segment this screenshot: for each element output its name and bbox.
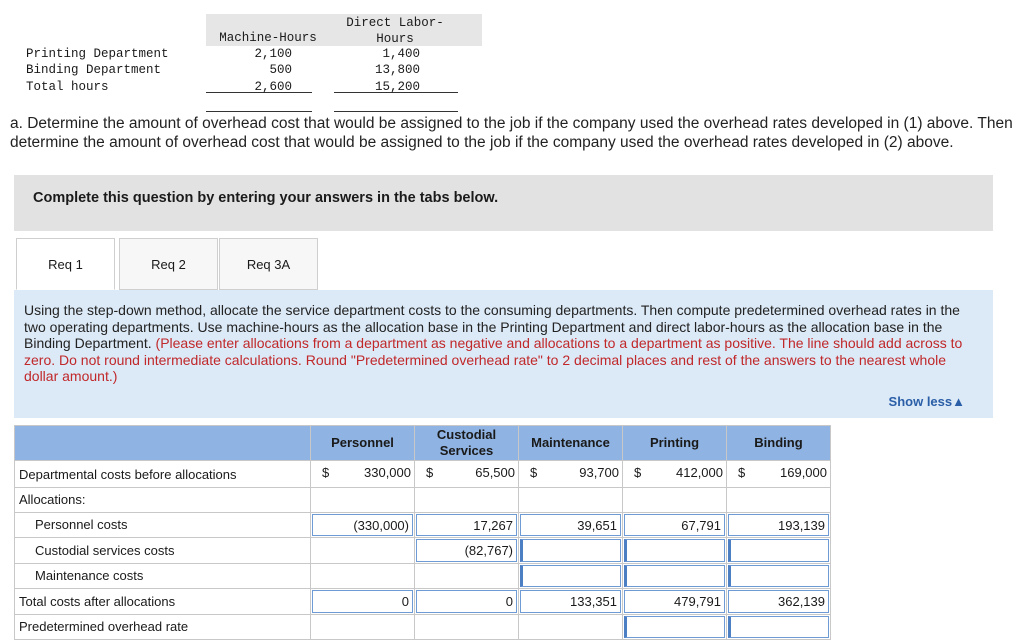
allocation-table	[14, 425, 831, 640]
row-label: Predetermined overhead rate	[15, 614, 311, 640]
cell-maintenance	[519, 589, 623, 615]
cell-binding	[727, 589, 831, 615]
cell-value: 93,700	[579, 465, 619, 480]
col-header-personnel: Personnel	[311, 426, 415, 461]
cell-personnel	[311, 461, 415, 488]
rate-input-binding[interactable]	[728, 616, 829, 639]
table-row-personnel-costs	[15, 512, 831, 538]
answer-input[interactable]	[624, 539, 725, 562]
panel-text-note: (Please enter allocations from a department as negative and allocations to a department as positive. The line should add across to zero. Do not round intermediate calculations. Round "Predetermined overhead rate" to 2 decimal places and rest of the answers to the nearest whole dollar amount.)	[24, 335, 963, 384]
cell-empty	[415, 488, 519, 513]
input-value: 0	[505, 594, 513, 609]
instruction-banner	[14, 175, 993, 231]
cell-maintenance	[519, 538, 623, 564]
row-label: Personnel costs	[15, 512, 311, 538]
answer-input[interactable]	[624, 514, 725, 537]
cell-personnel	[311, 512, 415, 538]
row-label: Departmental costs before allocations	[15, 461, 311, 488]
cell-custodial	[415, 589, 519, 615]
cell-maintenance	[519, 614, 623, 640]
row-label: Printing Department	[26, 47, 169, 61]
cell-value: 330,000	[364, 465, 411, 480]
cell-printing	[623, 538, 727, 564]
labor-hours-value: 15,200	[374, 80, 420, 94]
input-value: (82,767)	[464, 543, 513, 558]
machine-hours-header: Machine-Hours	[219, 31, 317, 45]
dollar-sign: $	[322, 465, 330, 480]
cell-value: 169,000	[780, 465, 827, 480]
input-value: 479,791	[674, 594, 721, 609]
header-blank	[15, 426, 311, 461]
answer-input[interactable]	[416, 590, 517, 613]
input-value: 193,139	[778, 517, 825, 533]
row-label: Maintenance costs	[15, 563, 311, 589]
show-less-link[interactable]: Show less▲	[888, 394, 965, 409]
answer-input[interactable]	[416, 514, 517, 537]
dollar-sign: $	[738, 465, 746, 480]
cell-custodial	[415, 614, 519, 640]
labor-hours-value: 13,800	[374, 63, 420, 77]
cell-empty	[727, 488, 831, 513]
cell-value: 65,500	[475, 465, 515, 480]
cell-maintenance	[519, 563, 623, 589]
cell-value: 412,000	[676, 465, 723, 480]
cell-empty	[623, 488, 727, 513]
divider	[334, 111, 458, 112]
table-row-custodial-costs	[15, 538, 831, 564]
cell-custodial	[415, 512, 519, 538]
cell-printing	[623, 563, 727, 589]
table-header-row	[15, 426, 831, 461]
cell-maintenance	[519, 512, 623, 538]
answer-input[interactable]	[728, 565, 829, 588]
table-row-before-allocations	[15, 461, 831, 488]
cell-binding	[727, 563, 831, 589]
labor-hours-value: 1,400	[382, 47, 420, 61]
input-value: 0	[401, 594, 409, 609]
answer-input[interactable]	[728, 590, 829, 613]
cell-custodial	[415, 563, 519, 589]
tab-req-3a[interactable]: Req 3A	[219, 238, 318, 290]
hours-table	[22, 14, 462, 98]
requirement-panel	[14, 290, 993, 418]
panel-instructions	[24, 302, 984, 385]
cell-binding	[727, 461, 831, 488]
cell-printing	[623, 589, 727, 615]
hours-row-binding	[26, 62, 462, 78]
dollar-sign: $	[426, 465, 434, 480]
input-value: 39,651	[577, 517, 617, 533]
col-header-printing: Printing	[623, 426, 727, 461]
cell-printing	[623, 461, 727, 488]
direct-labor-header-line2: Hours	[376, 32, 414, 46]
cell-personnel	[311, 538, 415, 564]
input-value: (330,000)	[353, 517, 409, 533]
cell-personnel	[311, 614, 415, 640]
input-value: 67,791	[681, 517, 721, 533]
banner-text: Complete this question by entering your answers in the tabs below.	[33, 190, 499, 206]
machine-hours-value: 2,600	[254, 80, 292, 94]
direct-labor-header-line1: Direct Labor-	[346, 16, 444, 30]
answer-input[interactable]	[312, 514, 413, 537]
answer-input[interactable]	[520, 590, 621, 613]
cell-binding	[727, 538, 831, 564]
cell-empty	[519, 488, 623, 513]
cell-custodial	[415, 538, 519, 564]
table-row-predetermined-rate	[15, 614, 831, 640]
cell-maintenance	[519, 461, 623, 488]
cell-custodial	[415, 461, 519, 488]
direct-labor-hours-header	[336, 15, 454, 47]
cell-personnel	[311, 589, 415, 615]
rate-input-printing[interactable]	[624, 616, 725, 639]
cell-empty	[311, 488, 415, 513]
col-header-binding: Binding	[727, 426, 831, 461]
answer-input[interactable]	[728, 514, 829, 537]
row-label: Total costs after allocations	[15, 589, 311, 615]
cell-printing	[623, 512, 727, 538]
table-row-total-after-allocations	[15, 589, 831, 615]
table-row-maintenance-costs	[15, 563, 831, 589]
cell-binding	[727, 512, 831, 538]
row-label: Allocations:	[15, 488, 311, 513]
answer-input[interactable]	[624, 590, 725, 613]
answer-input[interactable]	[520, 514, 621, 537]
divider	[206, 111, 312, 112]
question-instructions: a. Determine the amount of overhead cost that would be assigned to the job if the company used the overhead rates developed in (1) above. Then determine the amount of overhead cost that would be assigned to the job if the company used the overhead rates developed in (2) above.	[10, 115, 1013, 151]
answer-input[interactable]	[624, 565, 725, 588]
dollar-sign: $	[530, 465, 538, 480]
machine-hours-value: 2,100	[254, 47, 292, 61]
hours-row-total	[26, 79, 462, 95]
answer-input[interactable]	[728, 539, 829, 562]
row-label: Total hours	[26, 80, 109, 94]
input-value: 133,351	[570, 594, 617, 609]
cell-personnel	[311, 563, 415, 589]
cell-binding	[727, 614, 831, 640]
panel-text-main: Using the step-down method, allocate the service department costs to the consuming departments. Then compute predetermined overhead rates in the two operating departments. Use machine-hours as the allocation base in the Printing Department and direct labor-hours as the allocation base in the Binding Department.	[24, 302, 960, 351]
answer-input[interactable]	[312, 590, 413, 613]
tab-req-2[interactable]: Req 2	[119, 238, 218, 290]
tab-req-1[interactable]: Req 1	[16, 238, 115, 290]
table-row-allocations-heading	[15, 488, 831, 513]
answer-input[interactable]	[520, 539, 621, 562]
input-value: 17,267	[473, 517, 513, 533]
col-header-maintenance: Maintenance	[519, 426, 623, 461]
answer-input[interactable]	[416, 539, 517, 562]
input-value: 362,139	[778, 594, 825, 609]
col-header-custodial-label: Custodial Services	[436, 427, 497, 458]
cell-printing	[623, 614, 727, 640]
dollar-sign: $	[634, 465, 642, 480]
row-label: Custodial services costs	[15, 538, 311, 564]
hours-row-printing	[26, 46, 462, 62]
machine-hours-value: 500	[269, 63, 292, 77]
answer-input[interactable]	[520, 565, 621, 588]
col-header-custodial-services	[415, 426, 519, 461]
row-label: Binding Department	[26, 63, 162, 77]
